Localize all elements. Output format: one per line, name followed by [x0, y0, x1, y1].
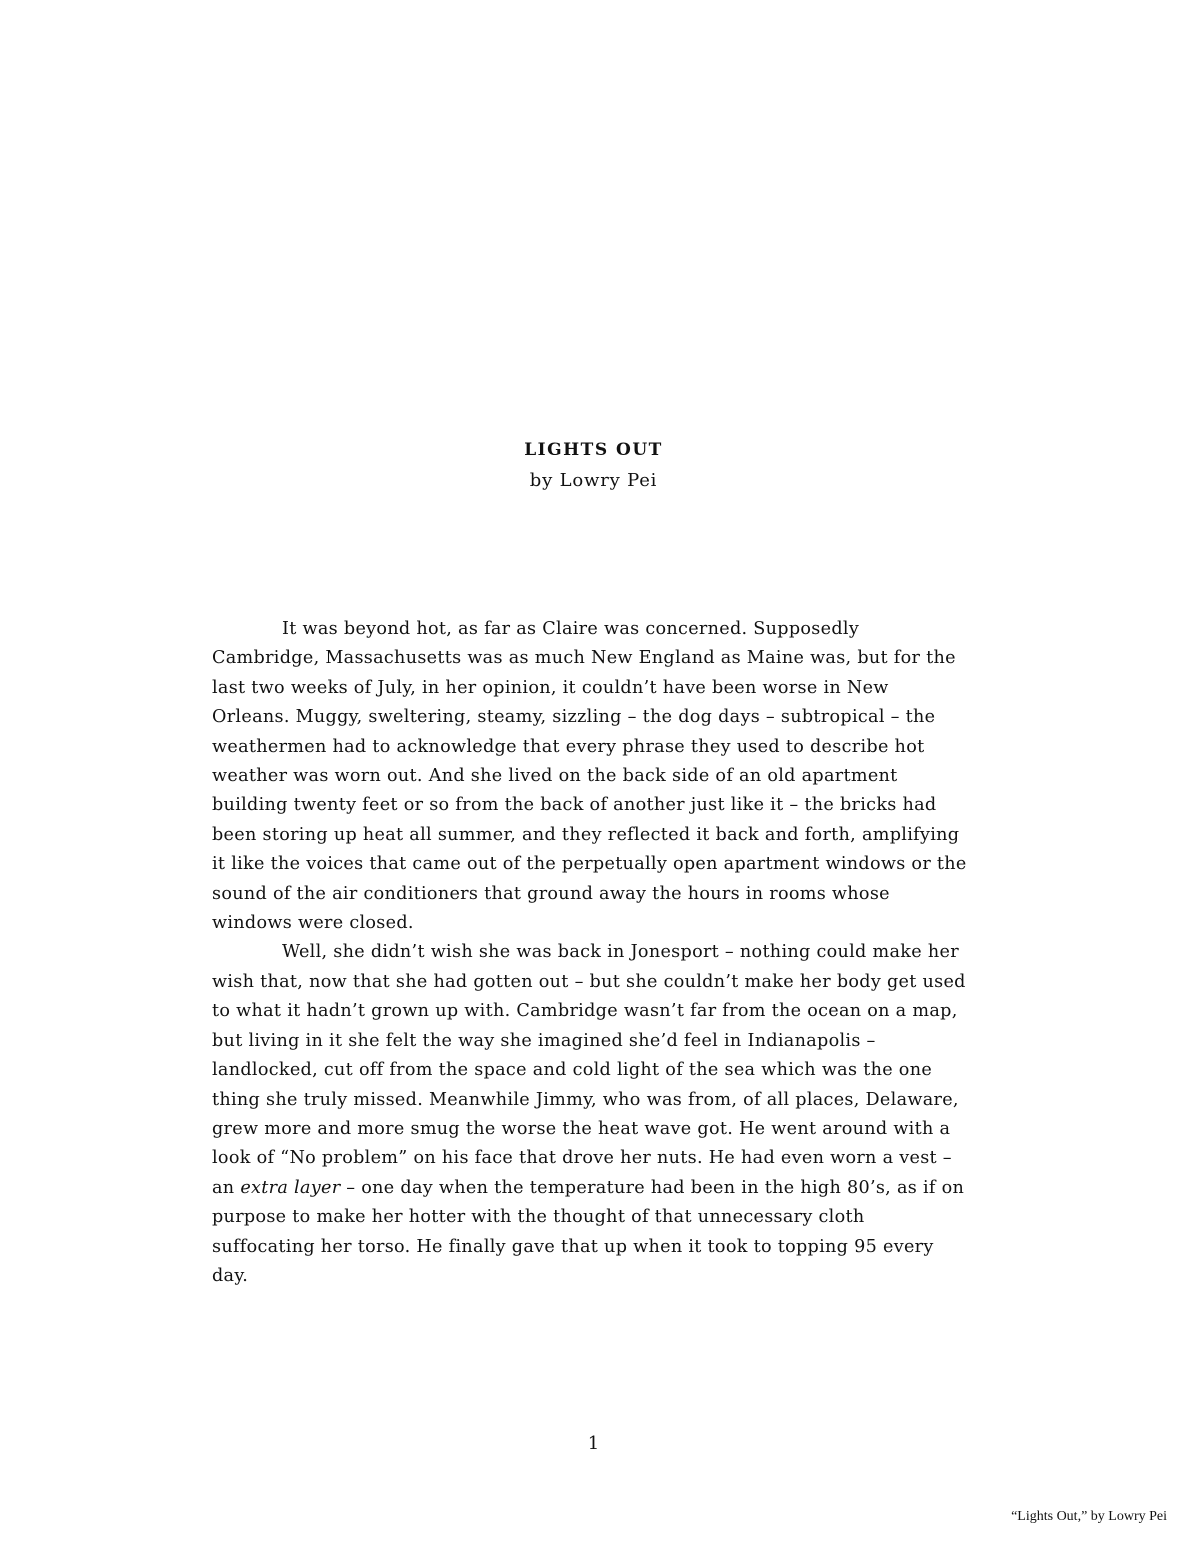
- running-footer: “Lights Out,” by Lowry Pei: [1011, 1509, 1167, 1524]
- paragraph-1-text: It was beyond hot, as far as Claire was concerned. Supposedly Cambridge, Massachusetts was as much New England as Maine was, but for the last two weeks of July, in her opinion, it couldn’t have been worse in New Orleans. Muggy, sweltering, steamy, sizzling – the dog days – subtropical – the weathermen had to acknowledge that every phrase they used to describe hot weather was worn out. And she lived on the back side of an old apartment building twenty feet or so from the back of another just like it – the bricks had been storing up heat all summer, and they reflected it back and forth, amplifying it like the voices that came out of the perpetually open apartment windows or the sound of the air conditioners that ground away the hours in rooms whose windows were closed.: [212, 619, 967, 934]
- story-body: [212, 615, 972, 1291]
- paragraph-2-text-b: – one day when the temperature had been in the high 80’s, as if on purpose to make her hotter with the thought of that unnecessary cloth suffocating her torso. He finally gave that up when it took to topping 95 every day.: [212, 1177, 965, 1286]
- paragraph-1: [212, 615, 972, 938]
- author-byline: by Lowry Pei: [529, 470, 658, 491]
- page-number: 1: [587, 1433, 600, 1454]
- paragraph-2: [212, 938, 972, 1291]
- paragraph-2-text-a: Well, she didn’t wish she was back in Jonesport – nothing could make her wish that, now that she had gotten out – but she couldn’t make her body get used to what it hadn’t grown up with. Cambridge wasn’t far from the ocean on a map, but living in it she felt the way she imagined she’d feel in Indianapolis – landlocked, cut off from the space and cold light of the sea which was the one thing she truly missed. Meanwhile Jimmy, who was from, of all places, Delaware, grew more and more smug the worse the heat wave got. He went around with a look of “No problem” on his face that drove her nuts. He had even worn a vest – an: [212, 942, 966, 1198]
- document-title: LIGHTS OUT: [524, 440, 663, 460]
- paragraph-2-italic-phrase: extra layer: [240, 1177, 341, 1198]
